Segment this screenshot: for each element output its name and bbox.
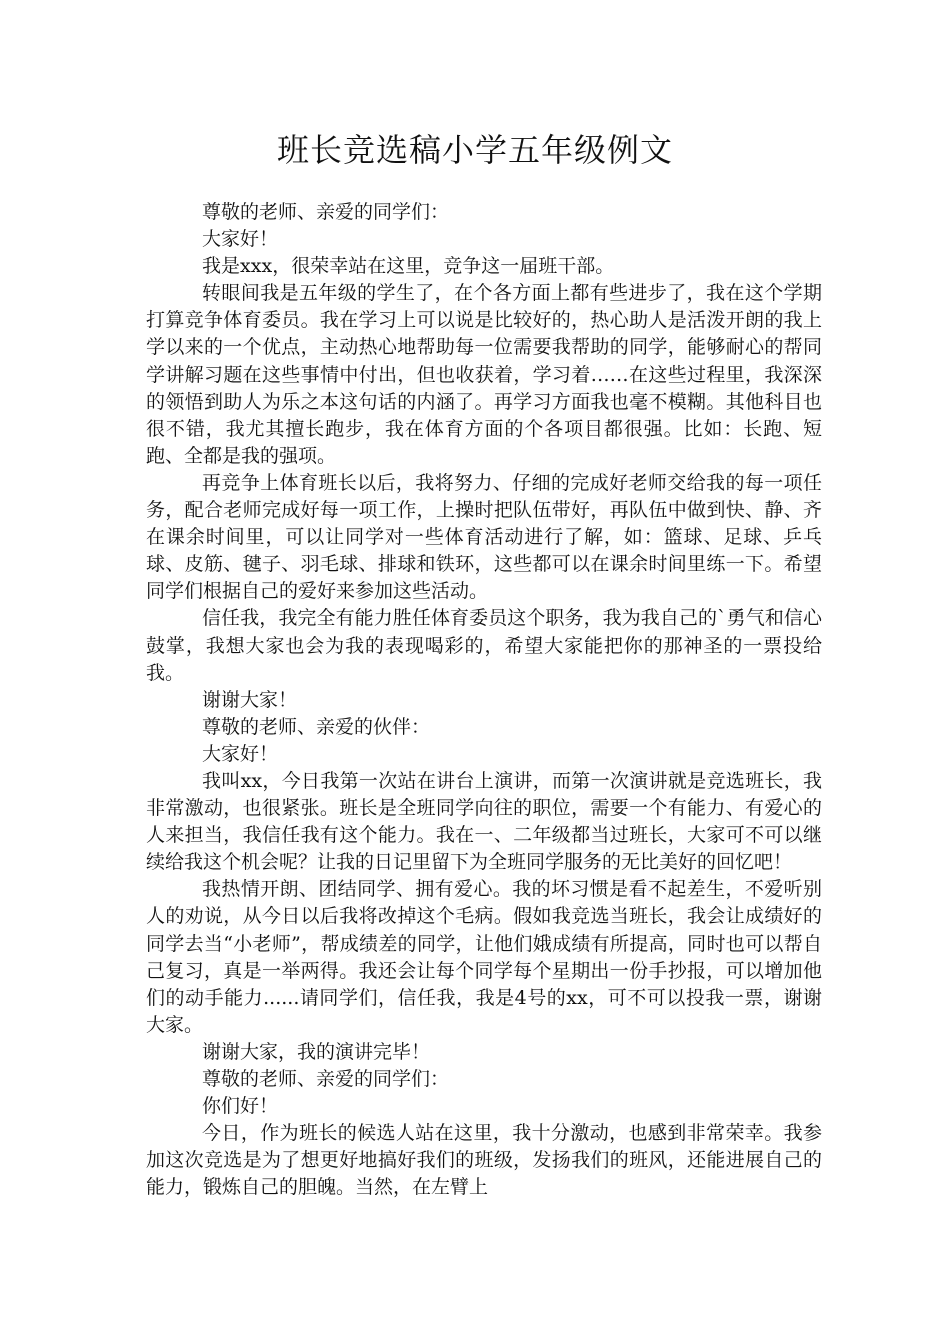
paragraph: 转眼间我是五年级的学生了，在个各方面上都有些进步了，我在这个学期打算竞争体育委员。我在学习上可以说是比较好的，热心助人是活泼开朗的我上学以来的一个优点，主动热心地帮助每一位需要我帮助的同学，能够耐心的帮同学讲解习题在这些事情中付出，但也收获着，学习着……在这些过程里，我深深的领悟到助人为乐之本这句话的内涵了。再学习方面我也毫不模糊。其他科目也很不错，我尤其擅长跑步，我在体育方面的个各项目都很强。比如：长跑、短跑、全都是我的强项。 bbox=[146, 282, 822, 467]
paragraph: 我是xxx，很荣幸站在这里，竞争这一届班干部。 bbox=[202, 255, 615, 278]
document-body bbox=[146, 199, 822, 1201]
greeting: 大家好！ bbox=[202, 228, 279, 251]
document-title: 班长竞选稿小学五年级例文 bbox=[276, 131, 673, 169]
salutation: 尊敬的老师、亲爱的伙伴： bbox=[202, 715, 431, 738]
greeting: 大家好！ bbox=[202, 742, 279, 765]
greeting: 你们好！ bbox=[202, 1095, 279, 1118]
salutation: 尊敬的老师、亲爱的同学们： bbox=[202, 201, 450, 223]
paragraph: 我叫xx，今日我第一次站在讲台上演讲，而第一次演讲就是竞选班长，我非常激动，也很紧张。班长是全班同学向往的职位，需要一个有能力、有爱心的人来担当，我信任我有这个能力。我在一、二年级都当过班长，大家可不可以继续给我这个机会呢？让我的日记里留下为全班同学服务的无比美好的回忆吧！ bbox=[146, 769, 822, 874]
closing: 谢谢大家！ bbox=[202, 688, 298, 711]
paragraph: 再竞争上体育班长以后，我将努力、仔细的完成好老师交给我的每一项任务，配合老师完成好每一项工作，上操时把队伍带好，再队伍中做到快、静、齐在课余时间里，可以让同学对一些体育活动进行了解，如：篮球、足球、乒乓球、皮筋、毽子、羽毛球、排球和铁环，这些都可以在课余时间里练一下。希望同学们根据自己的爱好来参加这些活动。 bbox=[146, 471, 822, 603]
closing: 谢谢大家，我的演讲完毕！ bbox=[202, 1040, 431, 1063]
paragraph: 我热情开朗、团结同学、拥有爱心。我的坏习惯是看不起差生，不爱听别人的劝说，从今日以后我将改掉这个毛病。假如我竞选当班长，我会让成绩好的同学去当“小老师”，帮成绩差的同学，让他们娥成绩有所提高，同时也可以帮自己复习，真是一举两得。我还会让每个同学每个星期出一份手抄报，可以增加他们的动手能力......请同学们，信任我，我是4号的xx，可不可以投我一票，谢谢大家。 bbox=[146, 878, 822, 1036]
paragraph: 今日，作为班长的候选人站在这里，我十分激动，也感到非常荣幸。我参加这次竞选是为了想更好地搞好我们的班级，发扬我们的班风，还能进展自己的能力，锻炼自己的胆魄。当然，在左臂上 bbox=[146, 1122, 822, 1199]
paragraph: 信任我，我完全有能力胜任体育委员这个职务，我为我自己的`勇气和信心鼓掌，我想大家也会为我的表现喝彩的，希望大家能把你的那神圣的一票投给我。 bbox=[146, 607, 822, 684]
salutation: 尊敬的老师、亲爱的同学们： bbox=[202, 1068, 450, 1090]
